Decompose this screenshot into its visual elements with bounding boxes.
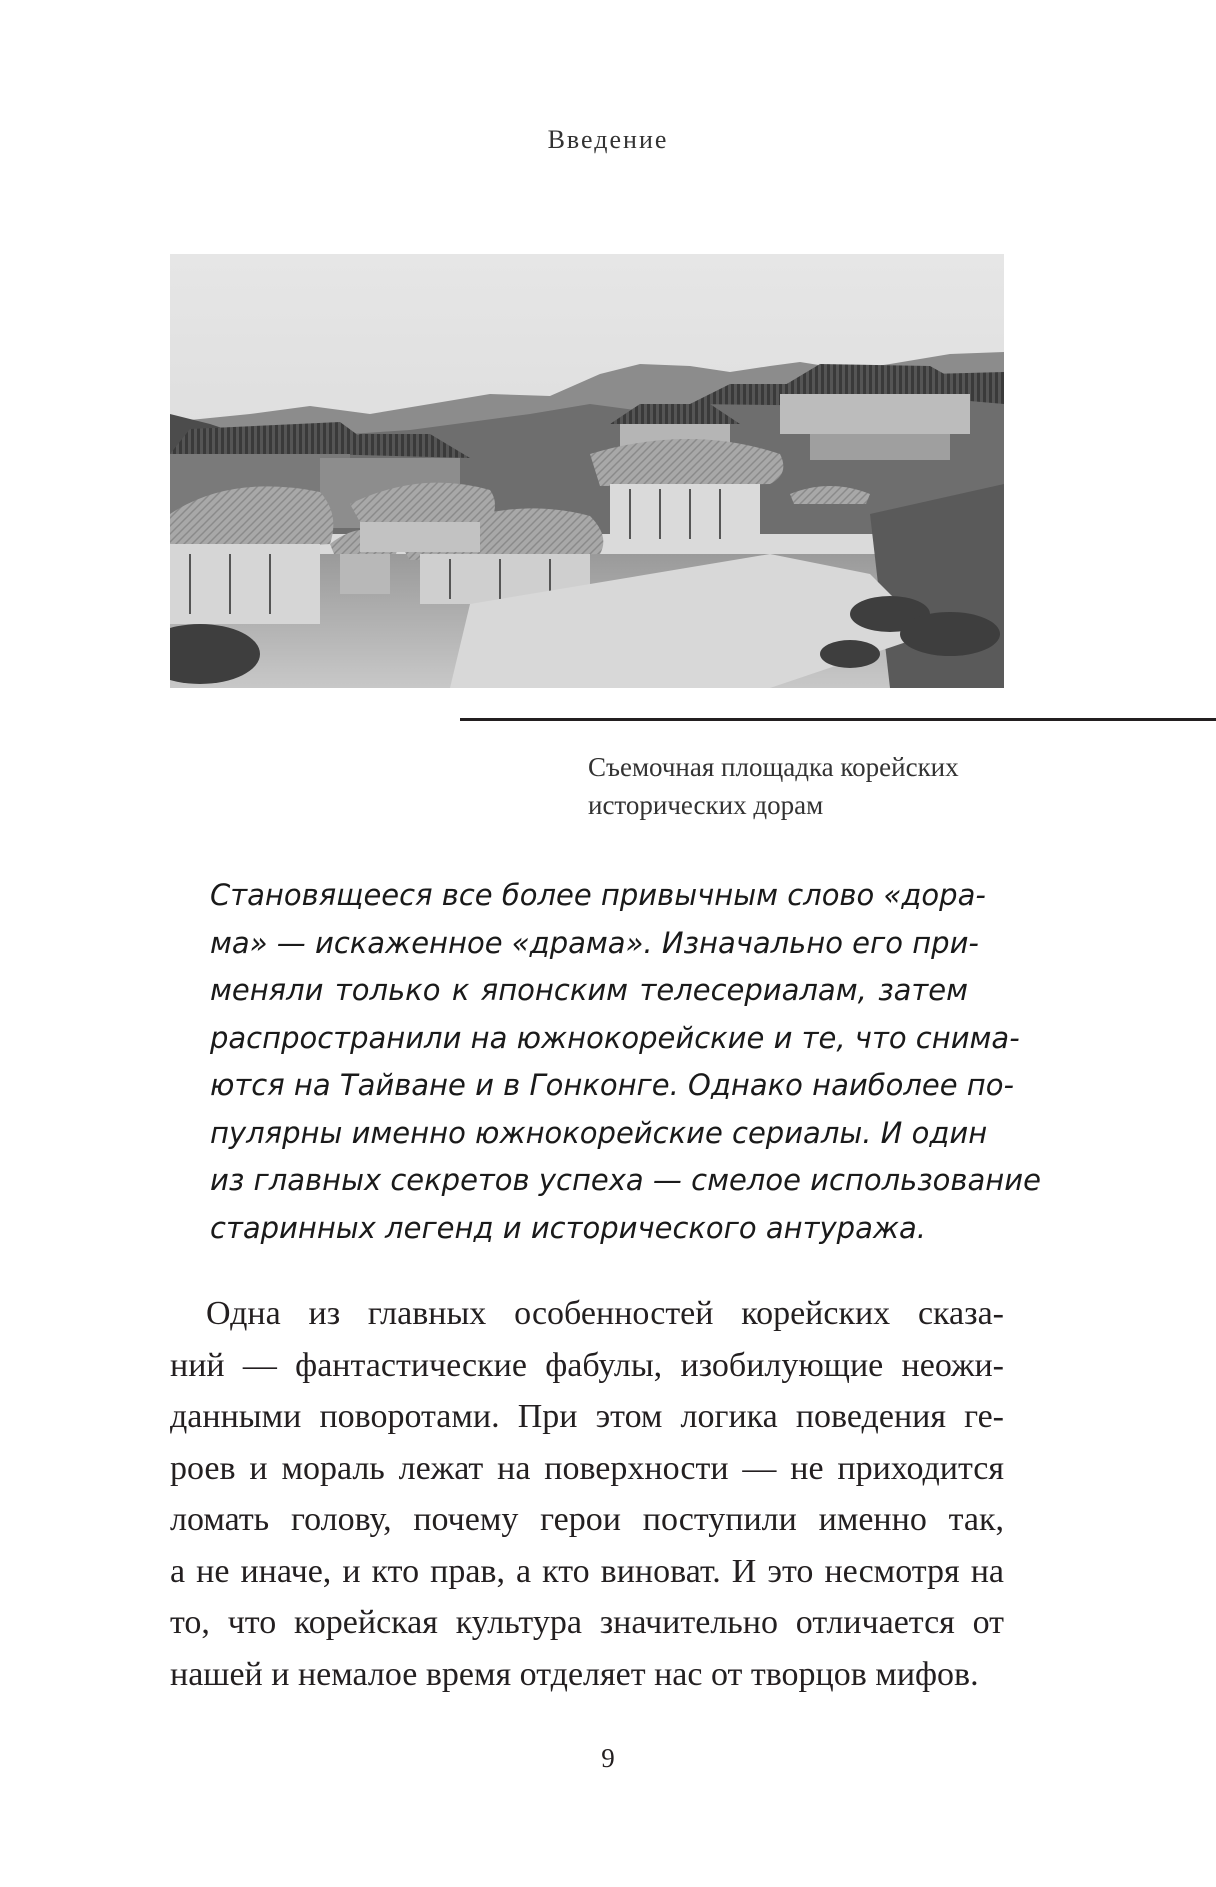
caption-rule xyxy=(460,718,1216,721)
running-head: Введение xyxy=(547,125,669,154)
lead-paragraph xyxy=(210,872,1041,1252)
caption-line: исторических дорам xyxy=(588,790,824,820)
body-line: ний — фантастические фабулы, изобилующие неожи- xyxy=(170,1346,1004,1384)
lead-line: пулярны именно южнокорейские сериалы. И один xyxy=(210,1115,988,1150)
body-line: нашей и немалое время отделяет нас от творцов мифов. xyxy=(170,1655,979,1693)
caption-line: Съемочная площадка корейских xyxy=(588,752,959,782)
body-line: роев и мораль лежат на поверхности — не приходится xyxy=(170,1449,1004,1487)
body-paragraph xyxy=(170,1288,1004,1700)
lead-line: из главных секретов успеха — смелое использование xyxy=(210,1163,1041,1197)
lead-line: Становящееся все более привычным слово «дора- xyxy=(210,878,986,912)
lead-line: старинных легенд и исторического антуража. xyxy=(210,1210,926,1245)
body-line: ломать голову, почему герои поступили именно так, xyxy=(170,1501,1004,1538)
lead-line: ются на Тайване и в Гонконге. Однако наиболее по- xyxy=(210,1068,1014,1102)
lead-line: меняли только к японским телесериалам, затем xyxy=(210,973,968,1007)
lead-line: ма» — искаженное «драма». Изначально его при- xyxy=(210,925,979,960)
body-line: то, что корейская культура значительно отличается от xyxy=(170,1604,1004,1641)
lead-line: распространили на южнокорейские и те, что снима- xyxy=(210,1020,1020,1055)
page-number: 9 xyxy=(601,1743,615,1773)
body-line: данными поворотами. При этом логика поведения ге- xyxy=(170,1398,1004,1435)
body-line: а не иначе, и кто прав, а кто виноват. И это несмотря на xyxy=(170,1552,1004,1590)
photo-korean-film-set xyxy=(170,254,1004,688)
body-line: Одна из главных особенностей корейских сказа- xyxy=(206,1295,1004,1332)
photo-illustration xyxy=(170,254,1004,688)
photo-caption xyxy=(588,748,1018,824)
